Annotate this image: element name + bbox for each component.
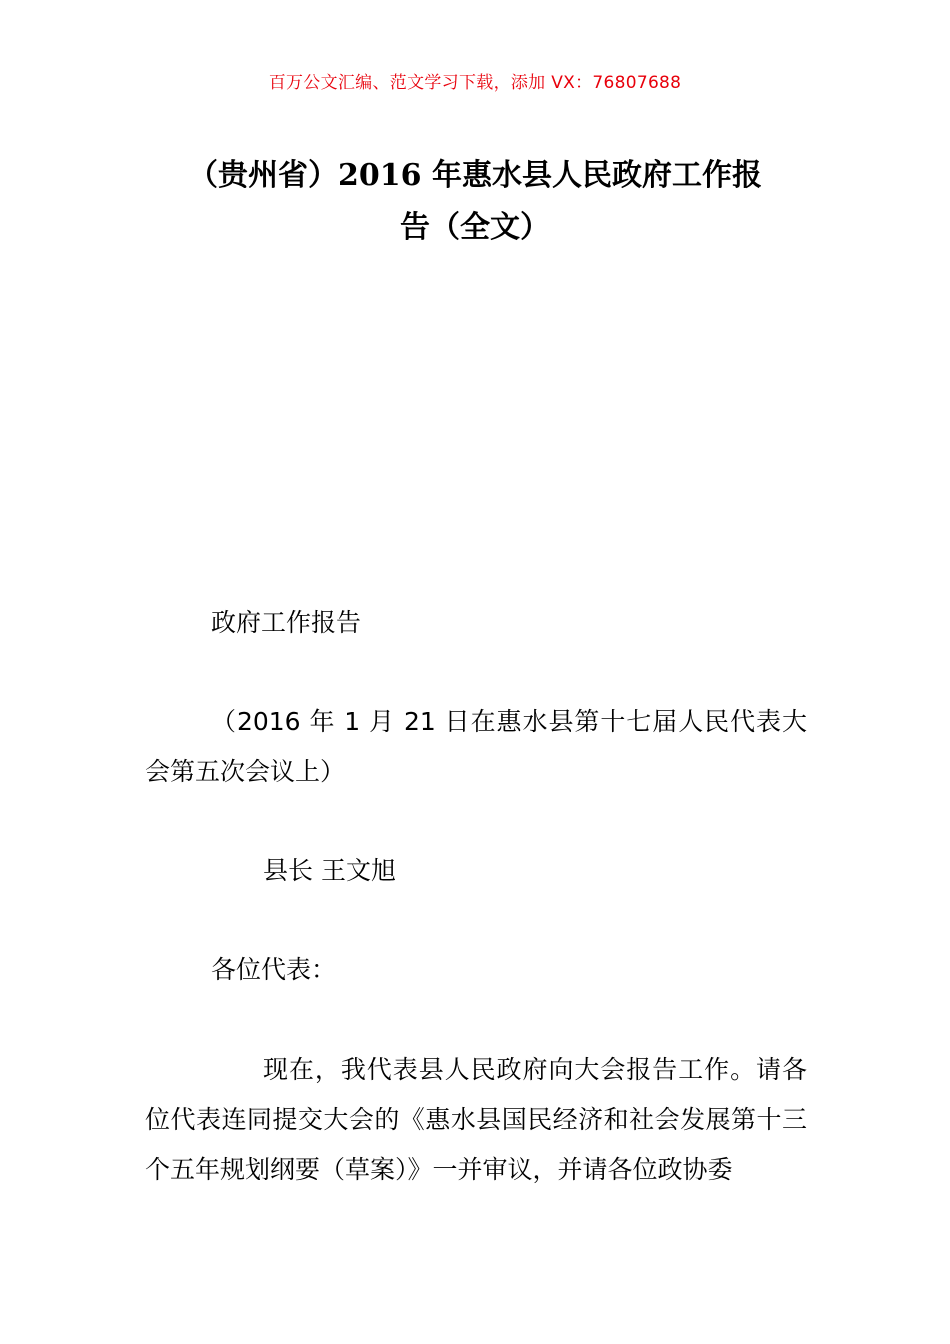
report-heading: 政府工作报告	[211, 608, 362, 637]
document-title	[145, 150, 805, 254]
report-opening-paragraph: 现在，我代表县人民政府向大会报告工作。请各位代表连同提交大会的《惠水县国民经济和社会发展第十三个五年规划纲要（草案）》一并审议，并请各位政协委	[145, 1055, 807, 1184]
document-title-line-1: （贵州省）2016 年惠水县人民政府工作报	[188, 158, 762, 193]
header-note: 百万公文汇编、范文学习下载，添加 VX：76807688	[268, 73, 682, 93]
report-salutation: 各位代表：	[211, 955, 337, 984]
report-occasion: （2016 年 1 月 21 日在惠水县第十七届人民代表大会第五次会议上）	[145, 707, 807, 786]
document-title-line-2: 告（全文）	[400, 210, 550, 245]
report-speaker: 县长 王文旭	[263, 856, 396, 885]
